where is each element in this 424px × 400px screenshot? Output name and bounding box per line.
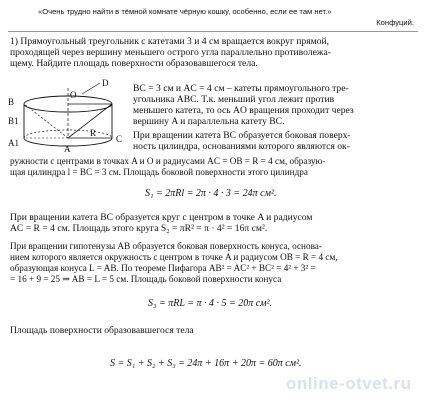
label-b1: B1 — [8, 116, 19, 126]
epigraph-quote: «Очень трудно найти в тёмной комнате чёрную кошку, особенно, если ее там нет.» — [38, 7, 332, 16]
problem-line-3: щему. Найдите площадь поверхности образовавшегося тела. — [10, 58, 258, 69]
label-r: R — [90, 128, 97, 138]
p1-line-1: При вращении катета BC образуется боковая поверх- — [133, 130, 351, 141]
p3-line-2: нием которого является окружность с центром в точке A и радиусом OB = R = 4 см, — [10, 252, 338, 262]
problem-line-2: проходящей через вершину меньшего острого угла параллельно противолежа- — [10, 47, 331, 58]
side-line-3: меньшего катета, то ось AO вращения проходит через — [133, 105, 354, 116]
p1-line-2: ность цилиндра, основаниями которого являются ок- — [133, 141, 350, 152]
formula-total: S = S₁ + S₂ + S₃ = 24π + 16π + 20π = 60π см². — [110, 358, 302, 369]
p1-line-4: щая цилиндра l = BC = 3 см. Площадь боковой поверхности этого цилиндра — [10, 167, 308, 177]
label-d: D — [102, 78, 109, 88]
cone-generatrix-back — [24, 104, 68, 138]
p4-text: Площадь поверхности образовавшегося тела — [10, 325, 194, 336]
formula-s3: S₃ = πRL = π · 4 · 5 = 20π см². — [148, 298, 273, 309]
p2-line-2: AC = R = 4 см. Площадь этого круга S₂ = πR² = π · 4² = 16π см². — [10, 223, 268, 234]
side-line-4: вершину A и параллельна катету BC. — [133, 116, 285, 127]
label-b: B — [8, 97, 15, 107]
problem-line-1: 1) Прямоугольный треугольник с катетами 3 и 4 см вращается вокруг прямой, — [10, 36, 330, 47]
label-c: C — [116, 134, 123, 144]
p3-line-3: образующая конуса L = AB. По теореме Пифагора AB² = AC² + BC² = 4² + 3² = — [10, 263, 316, 273]
p3-line-4: = 16 + 9 = 25 ⇒ AB = L = 5 см. Площадь боковой поверхности конуса — [10, 274, 282, 284]
epigraph-author: Конфуций. — [376, 18, 414, 27]
p3-line-1: При вращении гипотенузы AB образуется боковая поверхность конуса, основа- — [10, 241, 322, 251]
side-line-2: угольника ABC. Т.к. меньший угол лежит против — [133, 94, 335, 105]
formula-s1: S₁ = 2πRl = 2π · 4 · 3 = 24π см². — [145, 188, 277, 199]
watermark-text: online-otvet.ru — [286, 374, 412, 393]
cylinder-cone-figure — [6, 78, 130, 166]
label-a: A — [64, 144, 71, 154]
label-a1: A1 — [8, 138, 19, 148]
d-leader-line — [82, 83, 100, 94]
separator-line — [8, 31, 418, 32]
side-line-1: BC = 3 см и AC = 4 см – катеты прямоугольного тре- — [133, 83, 349, 94]
label-o: O — [70, 90, 77, 100]
p1-line-3: ружности с центрами в точках A и O и радиусами AC = OB = R = 4 см, образую- — [10, 156, 326, 166]
p2-line-1: При вращении катета BC образуется круг с центром в точке A и радиусом — [10, 212, 313, 223]
